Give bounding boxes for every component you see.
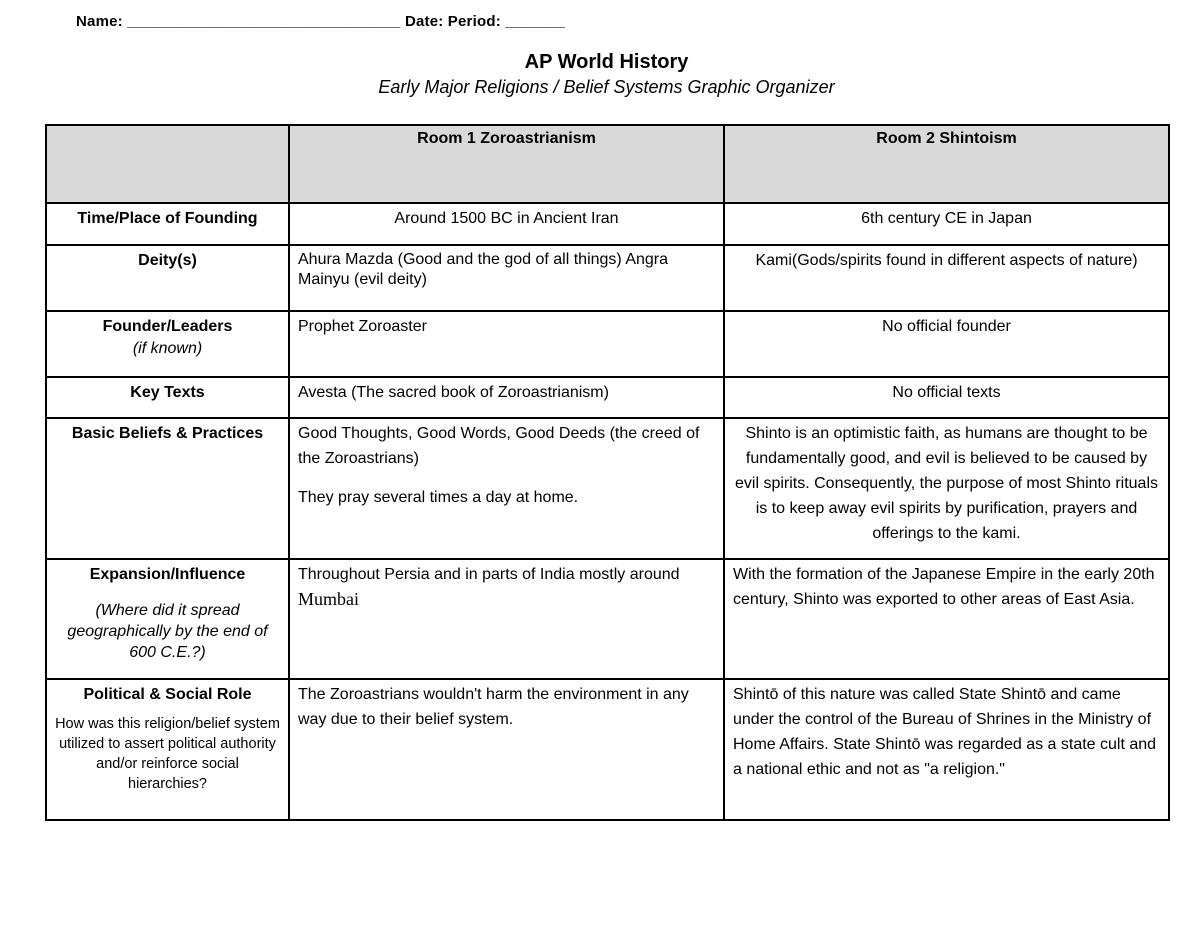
beliefs-paragraph-1: Good Thoughts, Good Words, Good Deeds (the creed of the Zoroastrians) [298,425,700,467]
table-row-expansion [46,559,1169,679]
row-label-cell [46,679,289,820]
column-header-zoroastrianism: Room 1 Zoroastrianism [289,125,724,203]
row-note-founder: (if known) [132,340,203,357]
cell-zoroastrianism-deity: Ahura Mazda (Good and the god of all things) Angra Mainyu (evil deity) [289,245,724,311]
table-row-deity [46,245,1169,311]
header-corner-cell [46,125,289,203]
table-row-founder [46,311,1169,377]
table-row-political [46,679,1169,820]
graphic-organizer-table [45,124,1170,821]
page-title: AP World History [524,51,689,73]
row-label-founder: Founder/Leaders [102,318,233,335]
row-label-expansion: Expansion/Influence [89,566,246,583]
cell-shintoism-deity: Kami(Gods/spirits found in different aspects of nature) [724,245,1169,311]
row-label-cell [46,559,289,679]
row-label-deity: Deity(s) [138,252,197,269]
table-row-key-texts [46,377,1169,418]
beliefs-paragraph-2: They pray several times a day at home. [298,489,579,506]
cell-shintoism-political: Shintō of this nature was called State Shintō and came under the control of the Bureau of Shrines in the Ministry of Home Affairs. State Shintō was regarded as a state cult and a national ethic and not as "a religion." [724,679,1169,820]
row-label-cell [46,377,289,418]
cell-shintoism-expansion: With the formation of the Japanese Empire in the early 20th century, Shinto was exported to other areas of East Asia. [724,559,1169,679]
row-label-cell [46,245,289,311]
row-desc-political: How was this religion/belief system utilized to assert political authority and/or reinforce social hierarchies? [55,716,280,792]
cell-zoroastrianism-time-place: Around 1500 BC in Ancient Iran [289,203,724,245]
cell-zoroastrianism-beliefs [289,418,724,559]
expansion-text: Throughout Persia and in parts of India mostly around [298,566,680,583]
row-label-key-texts: Key Texts [130,384,205,401]
row-label-cell [46,311,289,377]
cell-zoroastrianism-political: The Zoroastrians wouldn't harm the environment in any way due to their belief system. [289,679,724,820]
row-note-expansion: (Where did it spread geographically by the end of 600 C.E.?) [67,602,268,661]
row-label-cell [46,203,289,245]
cell-shintoism-time-place: 6th century CE in Japan [724,203,1169,245]
cell-shintoism-founder: No official founder [724,311,1169,377]
cell-zoroastrianism-founder: Prophet Zoroaster [289,311,724,377]
cell-shintoism-beliefs: Shinto is an optimistic faith, as humans are thought to be fundamentally good, and evil is believed to be caused by evil spirits. Consequently, the purpose of most Shinto rituals is to keep away evil spirits by purification, prayers and offerings to the kami. [724,418,1169,559]
name-date-period-line: Name: ________________________________ Date: Period: _______ [76,13,566,30]
table-row-time-place [46,203,1169,245]
page-subtitle: Early Major Religions / Belief Systems Graphic Organizer [378,77,835,97]
cell-shintoism-key-texts: No official texts [724,377,1169,418]
expansion-place: Mumbai [298,589,359,609]
column-header-shintoism: Room 2 Shintoism [724,125,1169,203]
table-row-beliefs [46,418,1169,559]
table-header-row [46,125,1169,203]
cell-zoroastrianism-expansion [289,559,724,679]
row-label-beliefs: Basic Beliefs & Practices [71,425,264,442]
row-label-cell [46,418,289,559]
cell-zoroastrianism-key-texts: Avesta (The sacred book of Zoroastrianism) [289,377,724,418]
row-label-time-place: Time/Place of Founding [77,210,258,227]
row-label-political: Political & Social Role [83,686,252,703]
